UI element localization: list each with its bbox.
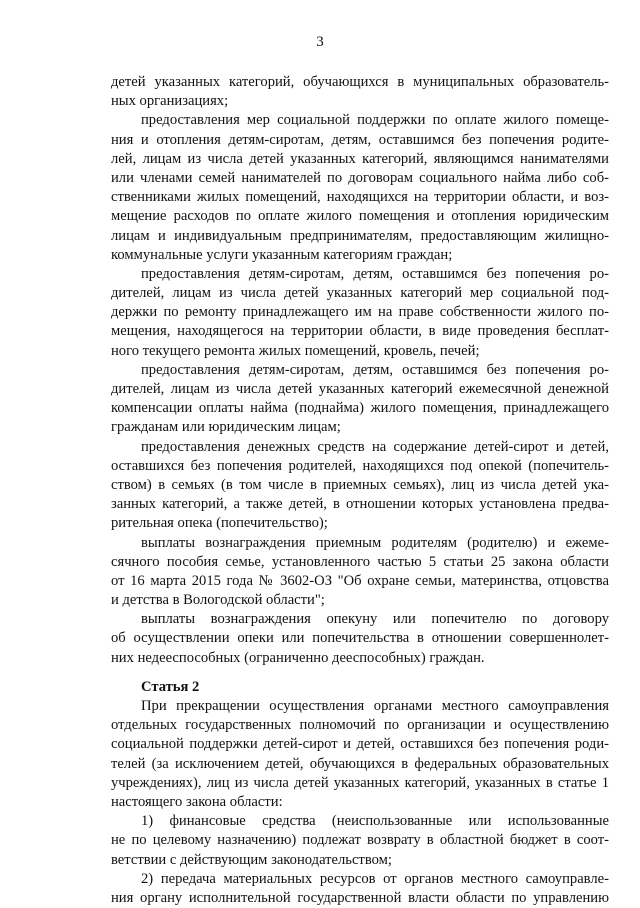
text-line: держки по ремонту принадлежащего им на праве собственности жилого по- [111, 304, 609, 321]
paragraph [111, 265, 609, 361]
paragraph [111, 610, 609, 668]
paragraph [111, 870, 609, 908]
paragraph [111, 534, 609, 611]
text-line: рительная опека (попечительство); [111, 515, 328, 532]
text-line: мещения, находящегося на территории области, в виде проведения бесплат- [111, 323, 609, 340]
text-line: ветствии с действующим законодательством; [111, 851, 392, 868]
text-line: лей, лицам из числа детей указанных категорий, являющимся нанимателями [111, 150, 609, 167]
text-line: лицам и индивидуальным предпринимателям, предоставляющим жилищно- [111, 227, 609, 244]
page-number: 3 [316, 34, 324, 50]
text-line: ственниками жилых помещений, находящихся на территории области, и воз- [111, 189, 609, 206]
text-line: и детства в Вологодской области"; [111, 592, 325, 609]
paragraph [111, 812, 609, 870]
paragraph [111, 111, 609, 265]
text-line: предоставления детям-сиротам, детям, оставшимся без попечения ро- [141, 265, 609, 282]
text-line: не по целевому назначению) подлежат возврату в областной бюджет в соот- [111, 832, 609, 849]
text-line: об осуществлении опеки или попечительства в отношении совершеннолет- [111, 630, 609, 647]
text-line: ством) в семьях (в том числе в приемных семьях), лиц из числа детей ука- [111, 476, 609, 493]
paragraph [111, 73, 609, 111]
text-line: отдельных государственных полномочий по организации и осуществлению [111, 717, 609, 734]
text-line: социальной поддержки детей-сирот и детей, оставшихся без попечения роди- [111, 736, 609, 753]
text-line: ного текущего ремонта жилых помещений, кровель, печей; [111, 342, 480, 359]
text-line: предоставления мер социальной поддержки по оплате жилого помеще- [141, 112, 609, 129]
text-line: дителей, лицам из числа детей указанных категорий мер социальной под- [111, 285, 609, 302]
text-line: занных категорий, а также детей, в отношении которых установлена предва- [111, 496, 609, 513]
text-line: или членами семей нанимателей по договорам социального найма либо соб- [111, 169, 609, 186]
paragraph [111, 438, 609, 534]
text-line: ния и отопления детям-сиротам, детям, оставшимся без попечения родите- [111, 131, 609, 148]
text-line: компенсации оплаты найма (поднайма) жилого помещения, принадлежащего [111, 400, 609, 417]
text-line: ния органу исполнительной государственной власти области по управлению [111, 889, 609, 906]
paragraph [111, 697, 609, 812]
text-line: 1) финансовые средства (неиспользованные или использованные [141, 813, 609, 830]
text-line: 2) передача материальных ресурсов от органов местного самоуправле- [141, 870, 609, 887]
text-line: настоящего закона области: [111, 793, 283, 810]
text-line: выплаты вознаграждения опекуну или попечителю по договору [141, 611, 609, 628]
text-line: гражданам или юридическим лицам; [111, 419, 341, 436]
text-line: сячного пособия семье, установленного частью 5 статьи 25 закона области [111, 553, 609, 570]
text-line: оставшихся без попечения родителей, находящихся под опекой (попечитель- [111, 457, 609, 474]
document-body [111, 73, 609, 908]
text-line: от 16 марта 2015 года № 3602-ОЗ "Об охране семьи, материнства, отцовства [111, 572, 609, 589]
text-line: учреждениях), лиц из числа детей указанных категорий, указанных в статье 1 [111, 774, 609, 791]
text-line: телей (за исключением детей, обучающихся в федеральных образовательных [111, 755, 609, 772]
paragraph [111, 361, 609, 438]
text-line: При прекращении осуществления органами местного самоуправления [141, 698, 609, 714]
text-line: мещение расходов по оплате жилого помещения и отопления юридическим [111, 208, 609, 225]
article-heading: Статья 2 [141, 678, 200, 695]
text-line: детей указанных категорий, обучающихся в муниципальных образователь- [111, 74, 609, 90]
text-line: выплаты вознаграждения приемным родителям (родителю) и ежеме- [141, 534, 609, 551]
text-line: предоставления денежных средств на содержание детей-сирот и детей, [141, 438, 609, 455]
text-line: коммунальные услуги указанным категориям граждан; [111, 246, 453, 263]
text-line: них недееспособных (ограниченно дееспособных) граждан. [111, 649, 485, 666]
text-line: ных организациях; [111, 93, 229, 110]
text-line: предоставления детям-сиротам, детям, оставшимся без попечения ро- [141, 361, 609, 378]
text-line: дителей, лицам из числа детей указанных категорий ежемесячной денежной [111, 381, 609, 397]
